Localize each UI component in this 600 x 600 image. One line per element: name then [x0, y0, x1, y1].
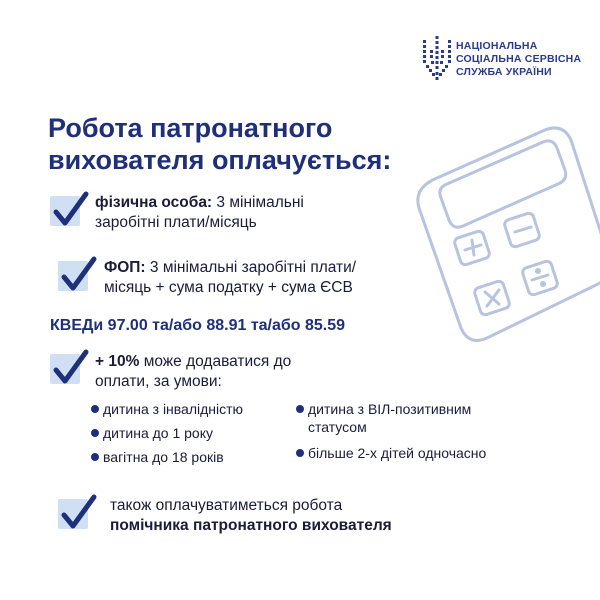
bullet-dot — [91, 453, 99, 461]
calculator-icon — [395, 108, 600, 358]
item-2-bold: ФОП: — [104, 259, 146, 276]
logo-line-3: СЛУЖБА УКРАЇНИ — [456, 66, 552, 78]
item-fop — [104, 258, 356, 298]
bullet-dot — [296, 405, 304, 413]
title-line-1: Робота патронатного — [48, 113, 333, 143]
condition-hiv — [296, 400, 471, 436]
condition-multiple-children — [296, 444, 486, 462]
condition-text: вагітна до 18 років — [103, 449, 224, 465]
condition-disability — [91, 400, 243, 418]
item-1-line-2: заробітні плати/місяць — [95, 214, 257, 231]
page-title — [48, 112, 391, 176]
logo-line-1: НАЦІОНАЛЬНА — [456, 40, 538, 52]
title-line-2: вихователя оплачується: — [48, 145, 392, 175]
condition-text-1: дитина з ВІЛ-позитивним — [308, 401, 472, 417]
condition-pregnant — [91, 448, 224, 466]
trident-logo-icon — [422, 36, 452, 82]
logo-line-2: СОЦІАЛЬНА СЕРВІСНА — [456, 53, 582, 65]
item-1-rest: 3 мінімальні — [212, 194, 304, 211]
bonus-line-2: оплати, за умови: — [95, 373, 222, 390]
kved-codes: КВЕДи 97.00 та/або 88.91 та/або 85.59 — [50, 317, 346, 334]
assistant-line-1: також оплачуватиметься робота — [110, 497, 343, 514]
condition-text-1: більше 2-х дітей одночасно — [308, 445, 487, 461]
condition-text-2: статусом — [308, 419, 367, 435]
bullet-dot — [91, 405, 99, 413]
logo-text — [456, 40, 581, 79]
item-2-line-2: місяць + сума податку + сума ЄСВ — [104, 279, 353, 296]
item-2-rest: 3 мінімальні заробітні плати/ — [145, 259, 357, 276]
bullet-dot — [91, 429, 99, 437]
condition-text: дитина до 1 року — [103, 425, 214, 441]
bullet-dot — [296, 449, 304, 457]
item-physical-person — [95, 193, 304, 233]
assistant-text — [110, 496, 392, 536]
bonus-bold: + 10% — [95, 353, 140, 370]
bonus-rest: може додаватися до — [139, 353, 292, 370]
checkmark-icon — [48, 190, 90, 232]
condition-text: дитина з інвалідністю — [103, 401, 244, 417]
nsssu-logo — [422, 36, 582, 86]
assistant-line-2: помічника патронатного вихователя — [110, 517, 392, 534]
checkmark-icon — [56, 255, 98, 297]
checkmark-icon — [56, 493, 98, 535]
checkmark-icon — [48, 348, 90, 390]
bonus-text — [95, 352, 291, 392]
condition-under-one — [91, 424, 213, 442]
item-1-bold: фізична особа: — [95, 194, 213, 211]
